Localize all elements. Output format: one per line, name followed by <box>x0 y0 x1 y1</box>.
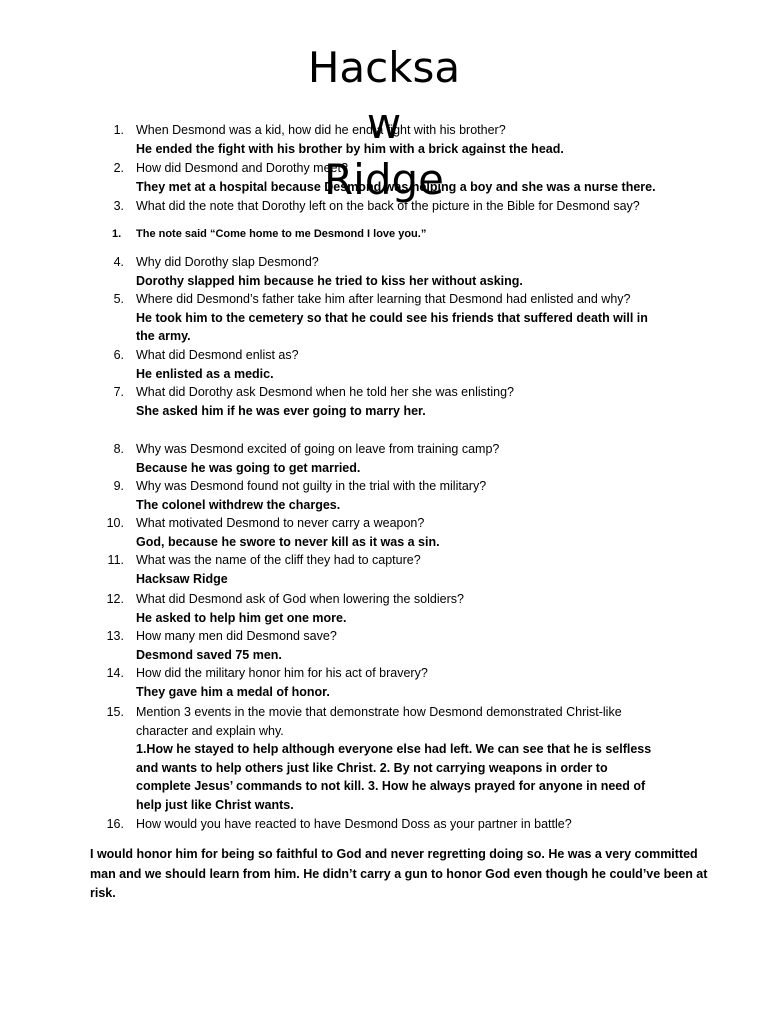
answer-text: He asked to help him get one more. <box>136 610 347 625</box>
question-number: 10. <box>106 516 124 530</box>
answer-text: Hacksaw Ridge <box>136 571 228 586</box>
answer-text: Because he was going to get married. <box>136 460 361 475</box>
question-text: What did Dorothy ask Desmond when he told her she was enlisting? <box>136 385 514 399</box>
note-number: 1. <box>112 228 122 240</box>
question-number: 11. <box>107 553 124 567</box>
question-number: 5. <box>113 292 124 306</box>
note-text: The note said “Come home to me Desmond I love you.” <box>136 228 427 240</box>
answer-text: 1.How he stayed to help although everyone else had left. We can see that he is selfless and wants to help others just like Christ. 2. By not carrying weapons in order to complete Jesus’ commands to not kill. 3. How he always prayed for anyone in need of help just like Christ wants. <box>136 742 652 812</box>
question-number: 14. <box>106 666 124 680</box>
answer-text: He ended the fight with his brother by him with a brick against the head. <box>136 141 564 156</box>
question-text: Why was Desmond excited of going on leave from training camp? <box>136 442 500 456</box>
title-line-2: w <box>366 99 402 148</box>
question-text: How many men did Desmond save? <box>136 629 337 643</box>
question-number: 6. <box>113 348 124 362</box>
answer-text: They gave him a medal of honor. <box>136 684 330 699</box>
question-number: 12. <box>106 592 124 606</box>
answer-text: He enlisted as a medic. <box>136 366 274 381</box>
question-text: How did the military honor him for his act of bravery? <box>136 666 428 680</box>
closing-paragraph: I would honor him for being so faithful to God and never regretting doing so. He was a very committed man and we should learn from him. He didn’t carry a gun to honor God even though he could’ve been at risk. <box>90 847 708 900</box>
question-text: How did Desmond and Dorothy meet? <box>136 161 348 175</box>
question-number: 7. <box>113 385 124 399</box>
question-number: 8. <box>113 442 124 456</box>
question-text: What did Desmond ask of God when lowering the soldiers? <box>136 592 464 606</box>
question-number: 9. <box>113 479 124 493</box>
answer-text: He took him to the cemetery so that he could see his friends that suffered death will in the army. <box>136 310 648 344</box>
question-number: 15. <box>106 705 124 719</box>
answer-text: They met at a hospital because Desmond was helping a boy and she was a nurse there. <box>136 179 656 194</box>
question-number: 3. <box>113 199 124 213</box>
question-text: Mention 3 events in the movie that demonstrate how Desmond demonstrated Christ-like character and explain why. <box>136 705 622 738</box>
question-text: Why did Dorothy slap Desmond? <box>136 255 319 269</box>
question-number: 2. <box>113 161 124 175</box>
question-text: When Desmond was a kid, how did he end a fight with his brother? <box>136 123 506 137</box>
question-number: 13. <box>106 629 124 643</box>
question-number: 16. <box>106 817 124 831</box>
question-text: How would you have reacted to have Desmond Doss as your partner in battle? <box>136 817 572 831</box>
answer-text: God, because he swore to never kill as it was a sin. <box>136 534 440 549</box>
question-text: What was the name of the cliff they had to capture? <box>136 553 421 567</box>
question-text: What did Desmond enlist as? <box>136 348 299 362</box>
answer-text: She asked him if he was ever going to marry her. <box>136 403 426 418</box>
question-text: What motivated Desmond to never carry a weapon? <box>136 516 425 530</box>
title-line-1: Hacksa <box>307 43 461 92</box>
question-number: 4. <box>113 255 124 269</box>
question-text: What did the note that Dorothy left on the back of the picture in the Bible for Desmond say? <box>136 199 640 213</box>
answer-text: Desmond saved 75 men. <box>136 647 282 662</box>
answer-text: Dorothy slapped him because he tried to kiss her without asking. <box>136 273 523 288</box>
question-text: Where did Desmond’s father take him after learning that Desmond had enlisted and why? <box>136 292 631 306</box>
title-line-3: Ridge <box>323 155 444 204</box>
answer-text: The colonel withdrew the charges. <box>136 497 341 512</box>
question-text: Why was Desmond found not guilty in the trial with the military? <box>136 479 487 493</box>
question-number: 1. <box>113 123 124 137</box>
